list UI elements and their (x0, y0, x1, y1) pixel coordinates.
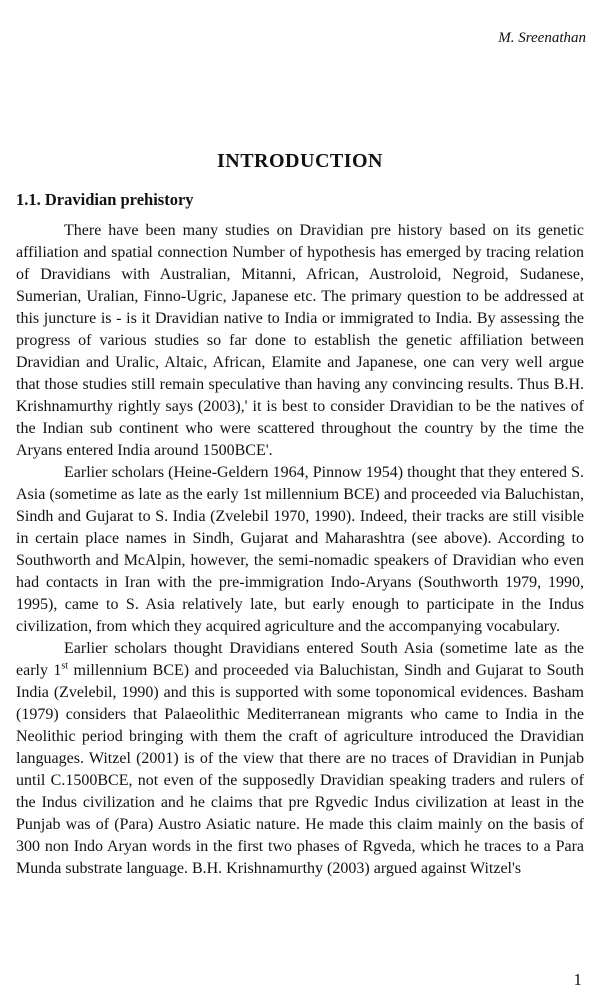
body-text (16, 220, 584, 880)
section-heading: 1.1. Dravidian prehistory (16, 190, 194, 209)
paragraph-3 (16, 638, 584, 880)
paragraph-2: Earlier scholars (Heine-Geldern 1964, Pinnow 1954) thought that they entered S. Asia (sometime as late as the early 1st millennium BCE) and proceeded via Baluchistan, Sindh and Gujarat to S. India (Zvelebil 1970, 1990). Indeed, their tracks are still visible in certain place names in Sindh, Gujarat and Maharashtra (see above). According to Southworth and McAlpin, however, the semi-nomadic speakers of Dravidian who even had contacts in Iran with the pre-immigration Indo-Aryans (Southworth 1979, 1990, 1995), came to S. Asia relatively late, but early enough to participate in the Indus civilization, from which they acquired agriculture and the accompanying vocabulary. (16, 464, 584, 635)
paragraph-3-text-a: Earlier scholars thought Dravidians entered South Asia (sometime late as the early 1 (16, 640, 584, 679)
chapter-title: INTRODUCTION (216, 150, 384, 172)
page-number: 1 (573, 970, 582, 989)
running-head-author: M. Sreenathan (498, 30, 586, 46)
ordinal-superscript: st (61, 660, 69, 672)
paragraph-3-text-b: millennium BCE) and proceeded via Baluchistan, Sindh and Gujarat to South India (Zvelebil, 1990) and this is supported with some toponomical evidences. Basham (1979) considers that Palaeolithic Mediterranean migrants who came to India in the Neolithic period bringing with them the craft of agriculture introduced the Dravidian languages. Witzel (2001) is of the view that there are no traces of Dravidian in Punjab until C.1500BCE, not even of the supposedly Dravidian speaking traders and rulers of the Indus civilization and he claims that pre Rgvedic Indus civilization at least in the Punjab was of (Para) Austro Asiatic nature. He made this claim mainly on the basis of 300 non Indo Aryan words in the first two phases of Rgveda, which he traces to a Para Munda substrate language. B.H. Krishnamurthy (2003) argued against Witzel's (16, 662, 584, 877)
paragraph-1: There have been many studies on Dravidian pre history based on its genetic affiliation and spatial connection Number of hypothesis has emerged by tracing relation of Dravidians with Australian, Mitanni, African, Austroloid, Negroid, Sudanese, Sumerian, Uralian, Finno-Ugric, Japanese etc. The primary question to be addressed at this juncture is - is it Dravidian native to India or immigrated to India. By assessing the progress of various studies so far done to establish the genetic affiliation between Dravidian and Uralic, Altaic, African, Elamite and Japanese, one can very well argue that those studies still remain speculative than having any convincing results. Thus B.H. Krishnamurthy rightly says (2003),' it is best to consider Dravidian to be the natives of the Indian sub continent who were scattered throughout the country by the time the Aryans entered India around 1500BCE'. (16, 222, 584, 459)
